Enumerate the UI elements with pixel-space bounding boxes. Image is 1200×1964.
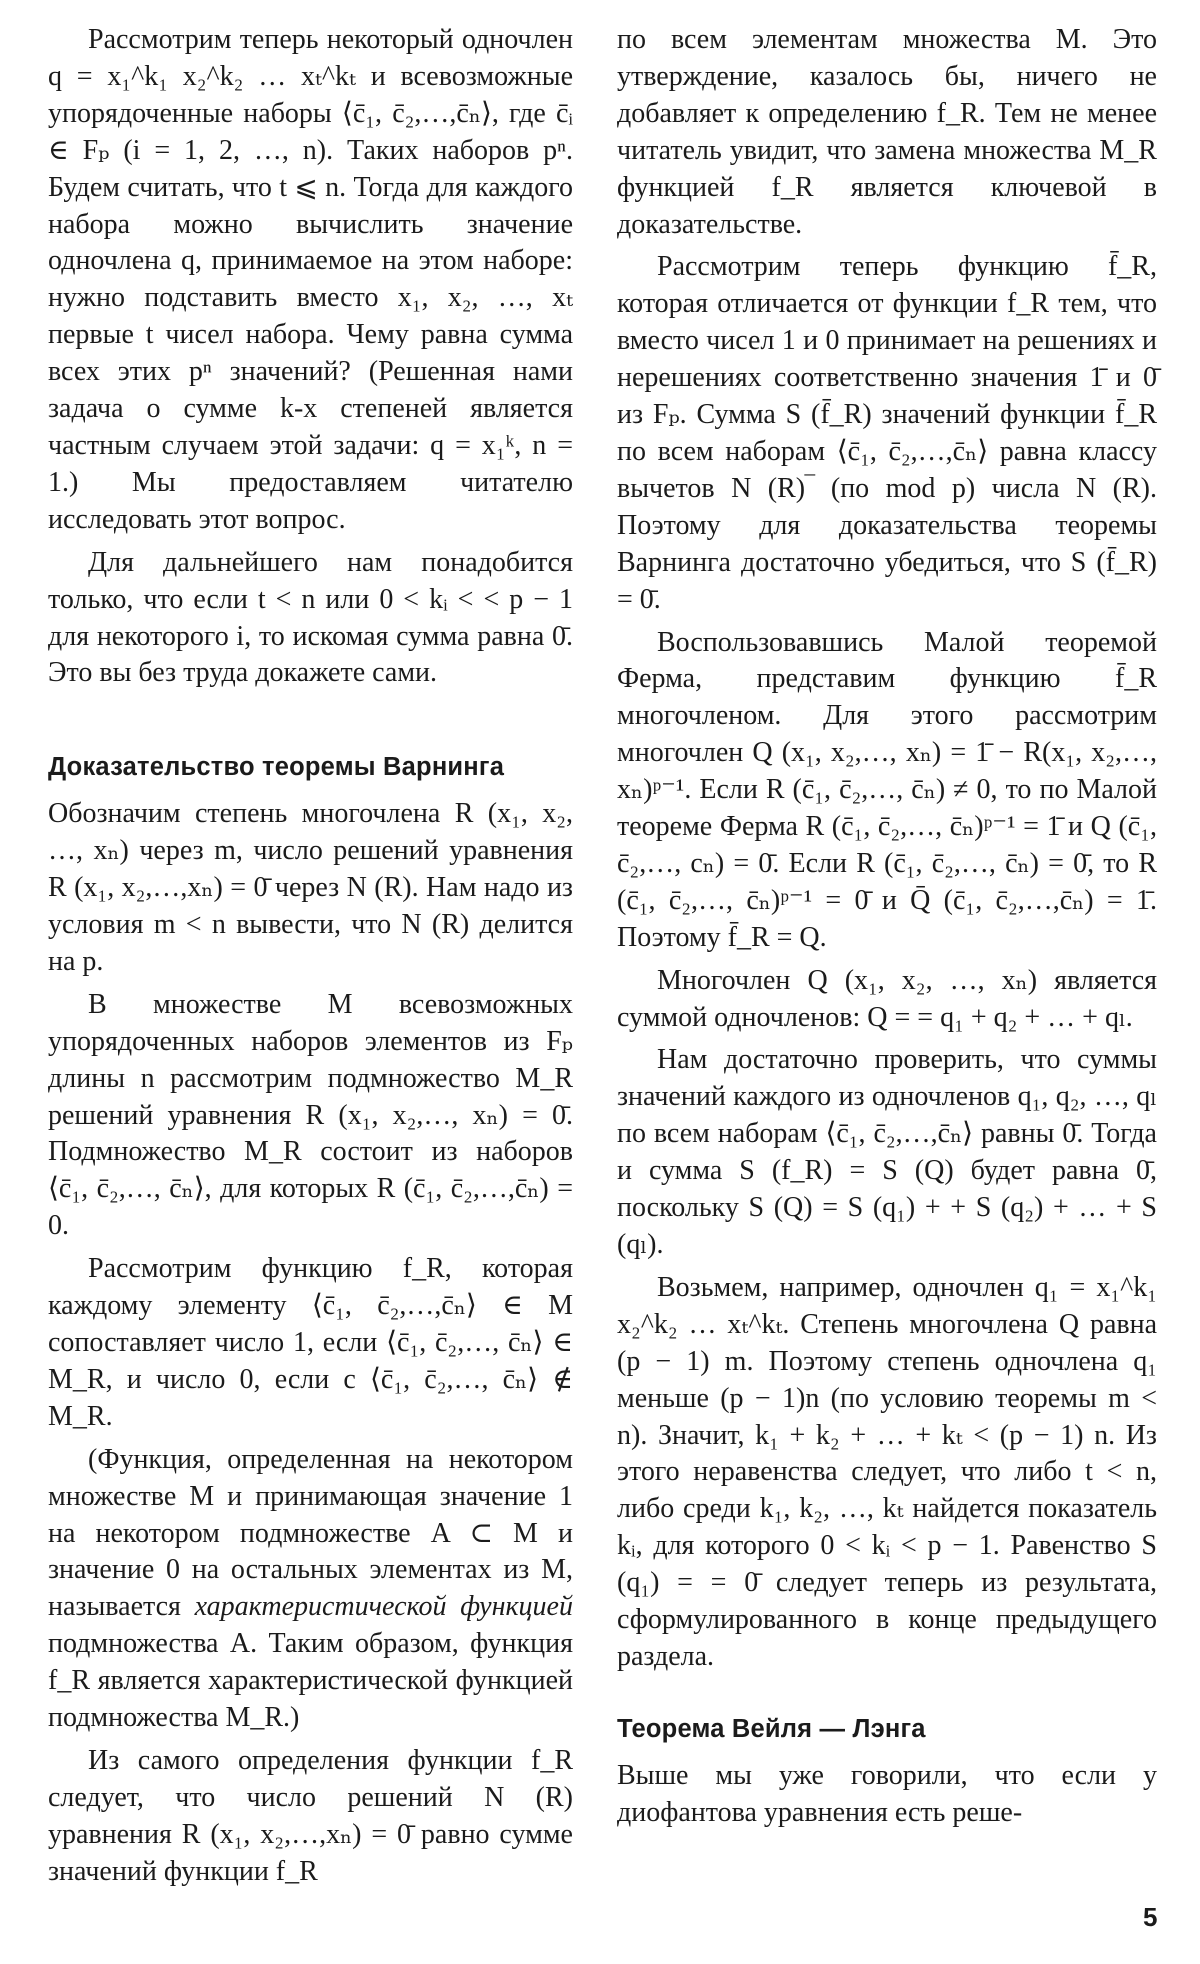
paragraph-fermat-polynomial: Воспользовавшись Малой теоремой Ферма, представим функцию f̄_R многочленом. Для этого рассмотрим многочлен Q (x₁, x₂,…, xₙ) = 1̄ − R(x₁, x₂,…, xₙ)ᵖ⁻¹. Если R (c̄₁, c̄₂,…, c̄ₙ) ≠ 0, то по Малой теореме Ферма R (c̄₁, c̄₂,…, c̄ₙ)ᵖ⁻¹ = 1̄ и Q (c̄₁, c̄₂,…, cₙ) = 0̄. Если R (c̄₁, c̄₂,…, c̄ₙ) = 0̄, то R (c̄₁, c̄₂,…, c̄ₙ)ᵖ⁻¹ = 0̄ и Q̄ (c̄₁, c̄₂,…,c̄ₙ) = 1̄. Поэтому f̄_R = Q. — [617, 626, 1157, 953]
characteristic-text-b: подмножества A. Таким образом, функция f_R является характеристической функцией подмножества M_R.) — [48, 1628, 573, 1734]
left-column — [48, 22, 573, 1897]
section-heading-weil-lang: Теорема Вейля — Лэнга — [617, 1714, 926, 1743]
paragraph-solution-count: Из самого определения функции f_R следует, что число решений N (R) уравнения R (x₁, x₂,…,xₙ) = 0̄ равно сумме значений функции f_R — [48, 1744, 573, 1887]
paragraph-function-fr-bar: Рассмотрим теперь функцию f̄_R, которая отличается от функции f_R тем, что вместо чисел 1 и 0 принимает на решениях и нерешениях соответственно значения 1̄ и 0̄ из Fₚ. Сумма S (f̄_R) значений функции f̄_R по всем наборам ⟨c̄₁, c̄₂,…,c̄ₙ⟩ равна классу вычетов N (R)‾ (по mod p) числа N (R). Поэтому для доказательства теоремы Варнинга достаточно убедиться, что S (f̄_R) = 0̄. — [617, 251, 1157, 615]
paragraph-degree-argument: Возьмем, например, одночлен q₁ = x₁^k₁ x₂^k₂ … xₜ^kₜ. Степень многочлена Q равна (p − 1) m. Поэтому степень одночлена q₁ меньше (p − 1)n (по условию теоремы m < n). Значит, k₁ + k₂ + … + kₜ < (p − 1) n. Из этого неравенства следует, что либо t < n, либо среди k₁, k₂, …, kₜ найдется показатель kᵢ, для которого 0 < kᵢ < p − 1. Равенство S (q₁) = = 0̄ следует теперь из результата, сформулированного в конце предыдущего раздела. — [617, 1271, 1157, 1672]
paragraph-check-monomials: Нам достаточно проверить, что суммы значений каждого из одночленов q₁, q₂, …, qₗ по всем наборам ⟨c̄₁, c̄₂,…,c̄ₙ⟩ равны 0̄. Тогда и сумма S (f_R) = S (Q) будет равна 0̄, поскольку S (Q) = S (q₁) + + S (q₂) + … + S (qₗ). — [617, 1044, 1157, 1260]
page-number: 5 — [1143, 1902, 1158, 1932]
paragraph-notation: Обозначим степень многочлена R (x₁, x₂, …, xₙ) через m, число решений уравнения R (x₁, x₂,…,xₙ) = 0̄ через N (R). Нам надо из условия m < n вывести, что N (R) делится на p. — [48, 798, 573, 977]
paragraph-continuation: по всем элементам множества M. Это утверждение, казалось бы, ничего не добавляет к определению f_R. Тем не менее читатель увидит, что замена множества M_R функцией f_R является ключевой в доказательстве. — [617, 24, 1157, 240]
paragraph-function-fr: Рассмотрим функцию f_R, которая каждому элементу ⟨c̄₁, c̄₂,…,c̄ₙ⟩ ∈ M сопоставляет число 1, если ⟨c̄₁, c̄₂,…, c̄ₙ⟩ ∈ M_R, и число 0, если c ⟨c̄₁, c̄₂,…, c̄ₙ⟩ ∉ M_R. — [48, 1253, 573, 1432]
paragraph-zero-sum-lemma: Для дальнейшего нам понадобится только, что если t < n или 0 < kᵢ < < p − 1 для некоторого i, то искомая сумма равна 0̄. Это вы без труда докажете сами. — [48, 546, 573, 689]
characteristic-text-a: (Функция, определенная на некотором множестве M и принимающая значение 1 на некотором подмножестве A ⊂ M и значение 0 на остальных элементах из M, называется — [48, 1443, 573, 1623]
paragraph-sum-of-monomials: Многочлен Q (x₁, x₂, …, xₙ) является суммой одночленов: Q = = q₁ + q₂ + … + qₗ. — [617, 964, 1157, 1033]
section-heading-warning-proof: Доказательство теоремы Варнинга — [48, 753, 505, 782]
paragraph-characteristic-function — [48, 1442, 573, 1737]
paragraph-weil-lang-intro: Выше мы уже говорили, что если у диофантова уравнения есть реше- — [617, 1759, 1157, 1828]
paragraph-monomial-sum: Рассмотрим теперь некоторый одночлен q = x₁^k₁ x₂^k₂ … xₜ^kₜ и всевозможные упорядоченные наборы ⟨c̄₁, c̄₂,…,c̄ₙ⟩, где c̄ᵢ ∈ Fₚ (i = 1, 2, …, n). Таких наборов pⁿ. Будем считать, что t ⩽ n. Тогда для каждого набора можно вычислить значение одночлена q, принимаемое на этом наборе: нужно подставить вместо x₁, x₂, …, xₜ первые t чисел набора. Чему равна сумма всех этих pⁿ значений? (Решенная нами задача о сумме k-х степеней является частным случаем этой задачи: q = x₁ᵏ, n = 1.) Мы предоставляем читателю исследовать этот вопрос. — [48, 24, 573, 535]
characteristic-term: характеристической функцией — [194, 1591, 573, 1623]
paragraph-solution-subset: В множестве M всевозможных упорядоченных наборов элементов из Fₚ длины n рассмотрим подмножество M_R решений уравнения R (x₁, x₂,…, xₙ) = 0̄. Подмножество M_R состоит из наборов ⟨c̄₁, c̄₂,…, c̄ₙ⟩, для которых R (c̄₁, c̄₂,…,c̄ₙ) = 0. — [48, 988, 573, 1242]
right-column — [617, 22, 1157, 1838]
